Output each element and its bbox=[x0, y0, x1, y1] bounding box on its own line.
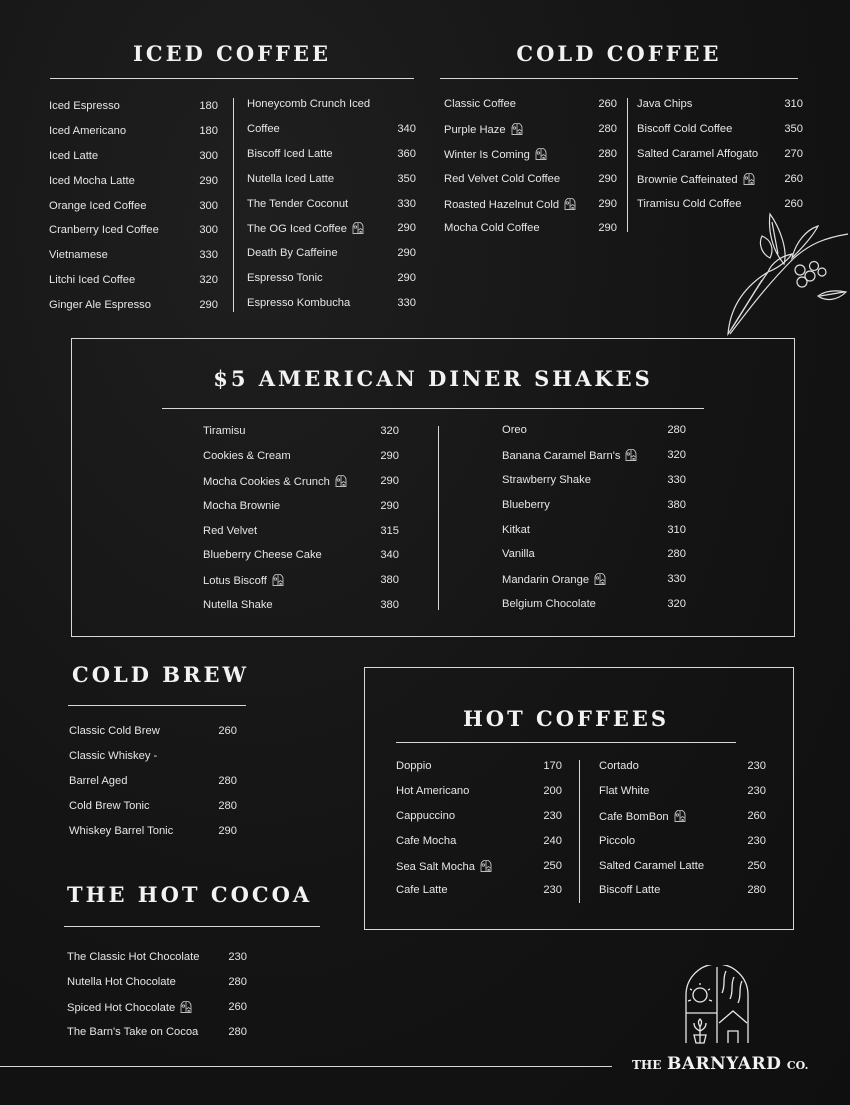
menu-item bbox=[599, 760, 766, 785]
menu-item bbox=[203, 549, 399, 574]
item-name: Java Chips bbox=[637, 98, 693, 110]
menu-item bbox=[49, 100, 218, 125]
item-price: 280 bbox=[747, 884, 766, 897]
menu-item bbox=[637, 148, 803, 173]
menu-item bbox=[444, 222, 617, 247]
item-name: Iced Mocha Latte bbox=[49, 174, 135, 187]
item-name: Blueberry Cheese Cake bbox=[203, 549, 322, 562]
item-name: Classic Coffee bbox=[444, 98, 516, 110]
menu-item bbox=[49, 175, 218, 200]
item-price: 300 bbox=[199, 199, 218, 212]
menu-item bbox=[396, 760, 562, 785]
menu-item bbox=[599, 785, 766, 810]
barn-badge-icon bbox=[564, 198, 576, 210]
item-name: Red Velvet Cold Coffee bbox=[444, 172, 561, 185]
shakes-rule bbox=[162, 408, 704, 409]
iced-coffee-list-1 bbox=[49, 100, 218, 324]
item-price: 250 bbox=[747, 859, 766, 872]
item-price: 380 bbox=[380, 574, 399, 587]
item-price: 230 bbox=[747, 760, 766, 772]
item-name: Biscoff Iced Latte bbox=[247, 147, 333, 160]
menu-item bbox=[502, 424, 686, 449]
item-price: 380 bbox=[380, 599, 399, 612]
menu-item bbox=[502, 449, 686, 474]
item-price: 230 bbox=[228, 951, 247, 963]
menu-item bbox=[69, 825, 237, 850]
item-price: 290 bbox=[598, 222, 617, 235]
shakes-divider bbox=[438, 426, 439, 610]
item-name: Banana Caramel Barn's bbox=[502, 449, 637, 463]
menu-item bbox=[599, 884, 766, 909]
barn-badge-icon bbox=[480, 860, 492, 872]
item-price: 280 bbox=[667, 424, 686, 436]
item-price: 320 bbox=[199, 274, 218, 287]
item-name: Nutella Shake bbox=[203, 599, 273, 612]
item-price: 380 bbox=[667, 498, 686, 511]
item-price: 290 bbox=[380, 499, 399, 512]
brand-co: CO. bbox=[786, 1059, 809, 1072]
item-price: 290 bbox=[218, 824, 237, 837]
item-price: 320 bbox=[667, 448, 686, 461]
item-price: 300 bbox=[199, 149, 218, 162]
item-name: Purple Haze bbox=[444, 123, 523, 137]
item-name: Mocha Cookies & Crunch bbox=[203, 475, 347, 489]
menu-item bbox=[247, 198, 416, 223]
item-name: Spiced Hot Chocolate bbox=[67, 1001, 192, 1015]
coffee-branch-illustration bbox=[722, 210, 850, 340]
item-price: 260 bbox=[228, 1000, 247, 1013]
item-price: 260 bbox=[784, 197, 803, 210]
menu-item bbox=[247, 247, 416, 272]
barn-badge-icon bbox=[272, 574, 284, 586]
hot-cocoa-rule bbox=[64, 926, 320, 927]
item-name: Biscoff Cold Coffee bbox=[637, 122, 733, 135]
item-name: Classic Cold Brew bbox=[69, 725, 160, 737]
menu-item bbox=[396, 884, 562, 909]
item-name: Brownie Caffeinated bbox=[637, 173, 755, 187]
item-price: 170 bbox=[543, 760, 562, 772]
item-name: Red Velvet bbox=[203, 524, 258, 537]
barn-logo-icon bbox=[682, 965, 752, 1045]
item-name: Cappuccino bbox=[396, 809, 456, 822]
item-name: Nutella Hot Chocolate bbox=[67, 975, 176, 988]
item-name: Nutella Iced Latte bbox=[247, 172, 335, 185]
menu-item bbox=[637, 173, 803, 198]
item-price: 230 bbox=[747, 784, 766, 797]
menu-item bbox=[203, 574, 399, 599]
item-name: Oreo bbox=[502, 424, 527, 436]
item-price: 260 bbox=[598, 98, 617, 110]
item-price: 290 bbox=[397, 272, 416, 285]
menu-item bbox=[396, 785, 562, 810]
item-name: The Classic Hot Chocolate bbox=[67, 951, 200, 963]
item-name: Salted Caramel Latte bbox=[599, 859, 705, 872]
item-name: Cold Brew Tonic bbox=[69, 799, 150, 812]
menu-item bbox=[203, 450, 399, 475]
barn-badge-icon bbox=[674, 810, 686, 822]
barn-badge-icon bbox=[352, 222, 364, 234]
menu-item bbox=[444, 123, 617, 148]
hot-cocoa-list bbox=[67, 951, 247, 1051]
item-price: 280 bbox=[667, 548, 686, 561]
cold-brew-rule bbox=[68, 705, 246, 706]
item-name: Cafe BomBon bbox=[599, 810, 686, 824]
menu-item bbox=[69, 800, 237, 825]
menu-item bbox=[49, 274, 218, 299]
item-price: 180 bbox=[199, 124, 218, 137]
item-name: Whiskey Barrel Tonic bbox=[69, 824, 174, 837]
menu-item bbox=[502, 598, 686, 623]
item-price: 320 bbox=[380, 425, 399, 437]
item-name: Orange Iced Coffee bbox=[49, 199, 147, 212]
item-price: 330 bbox=[667, 473, 686, 486]
item-name: The OG Iced Coffee bbox=[247, 222, 364, 236]
item-name: Belgium Chocolate bbox=[502, 598, 596, 611]
menu-item bbox=[247, 123, 416, 148]
menu-item bbox=[444, 148, 617, 173]
item-price: 290 bbox=[397, 247, 416, 260]
menu-item bbox=[637, 98, 803, 123]
menu-item bbox=[67, 976, 247, 1001]
item-name: Lotus Biscoff bbox=[203, 574, 284, 588]
menu-item bbox=[444, 98, 617, 123]
item-name: Flat White bbox=[599, 784, 650, 797]
item-name: Espresso Kombucha bbox=[247, 297, 351, 310]
menu-item bbox=[203, 500, 399, 525]
menu-item bbox=[599, 835, 766, 860]
menu-item bbox=[203, 599, 399, 624]
item-price: 310 bbox=[667, 523, 686, 536]
menu-item bbox=[599, 810, 766, 835]
item-name: Ginger Ale Espresso bbox=[49, 299, 151, 312]
item-price: 290 bbox=[199, 299, 218, 312]
menu-item bbox=[637, 123, 803, 148]
barn-badge-icon bbox=[743, 173, 755, 185]
hot-coffees-list-2 bbox=[599, 760, 766, 909]
item-price: 260 bbox=[747, 809, 766, 822]
iced-coffee-divider bbox=[233, 98, 234, 312]
shakes-list-2 bbox=[502, 424, 686, 623]
item-price: 260 bbox=[218, 725, 237, 737]
menu-item bbox=[67, 951, 247, 976]
barn-badge-icon bbox=[180, 1001, 192, 1013]
item-price: 280 bbox=[598, 147, 617, 160]
cold-coffee-list-2 bbox=[637, 98, 803, 222]
item-name: Vanilla bbox=[502, 548, 535, 561]
item-name: Iced Americano bbox=[49, 124, 127, 137]
menu-item bbox=[247, 222, 416, 247]
menu-item bbox=[502, 474, 686, 499]
menu-item bbox=[396, 835, 562, 860]
menu-item bbox=[444, 173, 617, 198]
menu-item bbox=[396, 860, 562, 885]
menu-item bbox=[502, 499, 686, 524]
iced-coffee-title: ICED COFFEE bbox=[133, 41, 331, 66]
barn-badge-icon bbox=[335, 475, 347, 487]
item-price: 330 bbox=[397, 297, 416, 310]
item-name: Cortado bbox=[599, 760, 639, 772]
iced-coffee-list-2 bbox=[247, 98, 416, 322]
item-name: Biscoff Latte bbox=[599, 884, 661, 897]
item-price: 180 bbox=[199, 100, 218, 112]
item-price: 360 bbox=[397, 147, 416, 160]
item-name: Roasted Hazelnut Cold bbox=[444, 198, 576, 212]
menu-item bbox=[49, 299, 218, 324]
item-name: Piccolo bbox=[599, 834, 636, 847]
menu-item bbox=[69, 750, 237, 775]
item-name: Vietnamese bbox=[49, 249, 108, 262]
item-price: 280 bbox=[218, 799, 237, 812]
item-name: Tiramisu bbox=[203, 425, 246, 437]
menu-item bbox=[49, 224, 218, 249]
hot-coffees-rule bbox=[396, 742, 736, 743]
menu-item bbox=[67, 1001, 247, 1026]
item-name: Mandarin Orange bbox=[502, 573, 606, 587]
menu-item bbox=[49, 200, 218, 225]
menu-item bbox=[247, 173, 416, 198]
iced-coffee-rule bbox=[50, 78, 414, 79]
item-price: 330 bbox=[667, 573, 686, 586]
brand-the: THE bbox=[632, 1058, 662, 1072]
barn-badge-icon bbox=[594, 573, 606, 585]
barn-badge-icon bbox=[535, 148, 547, 160]
item-price: 290 bbox=[397, 222, 416, 235]
item-name: Hot Americano bbox=[396, 784, 470, 797]
item-price: 350 bbox=[784, 122, 803, 135]
menu-item bbox=[203, 475, 399, 500]
item-price: 200 bbox=[543, 784, 562, 797]
item-name: Litchi Iced Coffee bbox=[49, 274, 136, 287]
item-name: Barrel Aged bbox=[69, 774, 128, 787]
menu-item bbox=[599, 860, 766, 885]
item-price: 310 bbox=[784, 98, 803, 110]
menu-item bbox=[396, 810, 562, 835]
menu-item bbox=[67, 1026, 247, 1051]
item-price: 290 bbox=[598, 172, 617, 185]
cold-brew-list bbox=[69, 725, 237, 849]
item-name: Honeycomb Crunch Iced bbox=[247, 98, 371, 110]
hot-coffees-divider bbox=[579, 760, 580, 903]
item-name: Winter Is Coming bbox=[444, 148, 547, 162]
item-name: Espresso Tonic bbox=[247, 272, 323, 285]
menu-item bbox=[69, 725, 237, 750]
hot-coffees-title: HOT COFFEES bbox=[462, 706, 670, 731]
item-price: 330 bbox=[397, 197, 416, 210]
menu-item bbox=[247, 98, 416, 123]
menu-item bbox=[502, 524, 686, 549]
item-name: Salted Caramel Affogato bbox=[637, 147, 759, 160]
item-price: 240 bbox=[543, 834, 562, 847]
menu-item bbox=[444, 198, 617, 223]
item-name: Cafe Latte bbox=[396, 884, 448, 897]
hot-cocoa-title: THE HOT COCOA bbox=[67, 882, 313, 907]
barn-badge-icon bbox=[511, 123, 523, 135]
item-name: Kitkat bbox=[502, 523, 530, 536]
item-name: Coffee bbox=[247, 122, 280, 135]
item-price: 350 bbox=[397, 172, 416, 185]
item-price: 290 bbox=[598, 197, 617, 210]
item-name: Iced Espresso bbox=[49, 100, 120, 112]
menu-item bbox=[247, 148, 416, 173]
item-name: Mocha Cold Coffee bbox=[444, 222, 540, 235]
cold-coffee-divider bbox=[627, 98, 628, 232]
cold-coffee-rule bbox=[440, 78, 798, 79]
menu-item bbox=[69, 775, 237, 800]
item-price: 230 bbox=[543, 809, 562, 822]
shakes-title: $5 AMERICAN DINER SHAKES bbox=[213, 366, 653, 391]
item-price: 300 bbox=[199, 224, 218, 237]
item-name: Cookies & Cream bbox=[203, 449, 291, 462]
item-name: Doppio bbox=[396, 760, 432, 772]
item-price: 315 bbox=[380, 524, 399, 537]
item-name: Strawberry Shake bbox=[502, 473, 591, 486]
item-price: 230 bbox=[543, 884, 562, 897]
menu-item bbox=[49, 249, 218, 274]
menu-item bbox=[247, 272, 416, 297]
item-price: 260 bbox=[784, 172, 803, 185]
item-name: Blueberry bbox=[502, 498, 550, 511]
item-name: Classic Whiskey - bbox=[69, 749, 158, 762]
menu-item bbox=[203, 525, 399, 550]
item-price: 230 bbox=[747, 834, 766, 847]
item-price: 280 bbox=[228, 975, 247, 988]
menu-item bbox=[502, 573, 686, 598]
item-price: 290 bbox=[380, 474, 399, 487]
shakes-list-1 bbox=[203, 425, 399, 624]
item-price: 250 bbox=[543, 859, 562, 872]
menu-item bbox=[49, 125, 218, 150]
cold-brew-title: COLD BREW bbox=[72, 662, 250, 687]
item-price: 320 bbox=[667, 598, 686, 611]
hot-coffees-list-1 bbox=[396, 760, 562, 909]
cold-coffee-title: COLD COFFEE bbox=[516, 41, 722, 66]
item-name: The Tender Coconut bbox=[247, 197, 349, 210]
menu-item bbox=[49, 150, 218, 175]
item-name: Sea Salt Mocha bbox=[396, 860, 492, 874]
item-price: 290 bbox=[380, 449, 399, 462]
brand-wordmark bbox=[632, 1054, 809, 1074]
item-name: Cafe Mocha bbox=[396, 834, 457, 847]
menu-item bbox=[247, 297, 416, 322]
item-name: Cranberry Iced Coffee bbox=[49, 224, 159, 237]
menu-item bbox=[203, 425, 399, 450]
item-price: 340 bbox=[380, 549, 399, 562]
item-price: 270 bbox=[784, 147, 803, 160]
footer-rule bbox=[0, 1066, 612, 1067]
menu-item bbox=[502, 548, 686, 573]
item-price: 290 bbox=[199, 174, 218, 187]
item-name: Tiramisu Cold Coffee bbox=[637, 197, 742, 210]
item-price: 340 bbox=[397, 122, 416, 135]
item-price: 330 bbox=[199, 249, 218, 262]
item-price: 280 bbox=[218, 774, 237, 787]
cold-coffee-list-1 bbox=[444, 98, 617, 247]
item-price: 280 bbox=[228, 1025, 247, 1038]
item-name: The Barn's Take on Cocoa bbox=[67, 1025, 199, 1038]
item-name: Death By Caffeine bbox=[247, 247, 338, 260]
item-name: Iced Latte bbox=[49, 149, 99, 162]
barn-badge-icon bbox=[625, 449, 637, 461]
item-price: 280 bbox=[598, 122, 617, 135]
brand-name: BARNYARD bbox=[667, 1054, 782, 1074]
item-name: Mocha Brownie bbox=[203, 499, 281, 512]
